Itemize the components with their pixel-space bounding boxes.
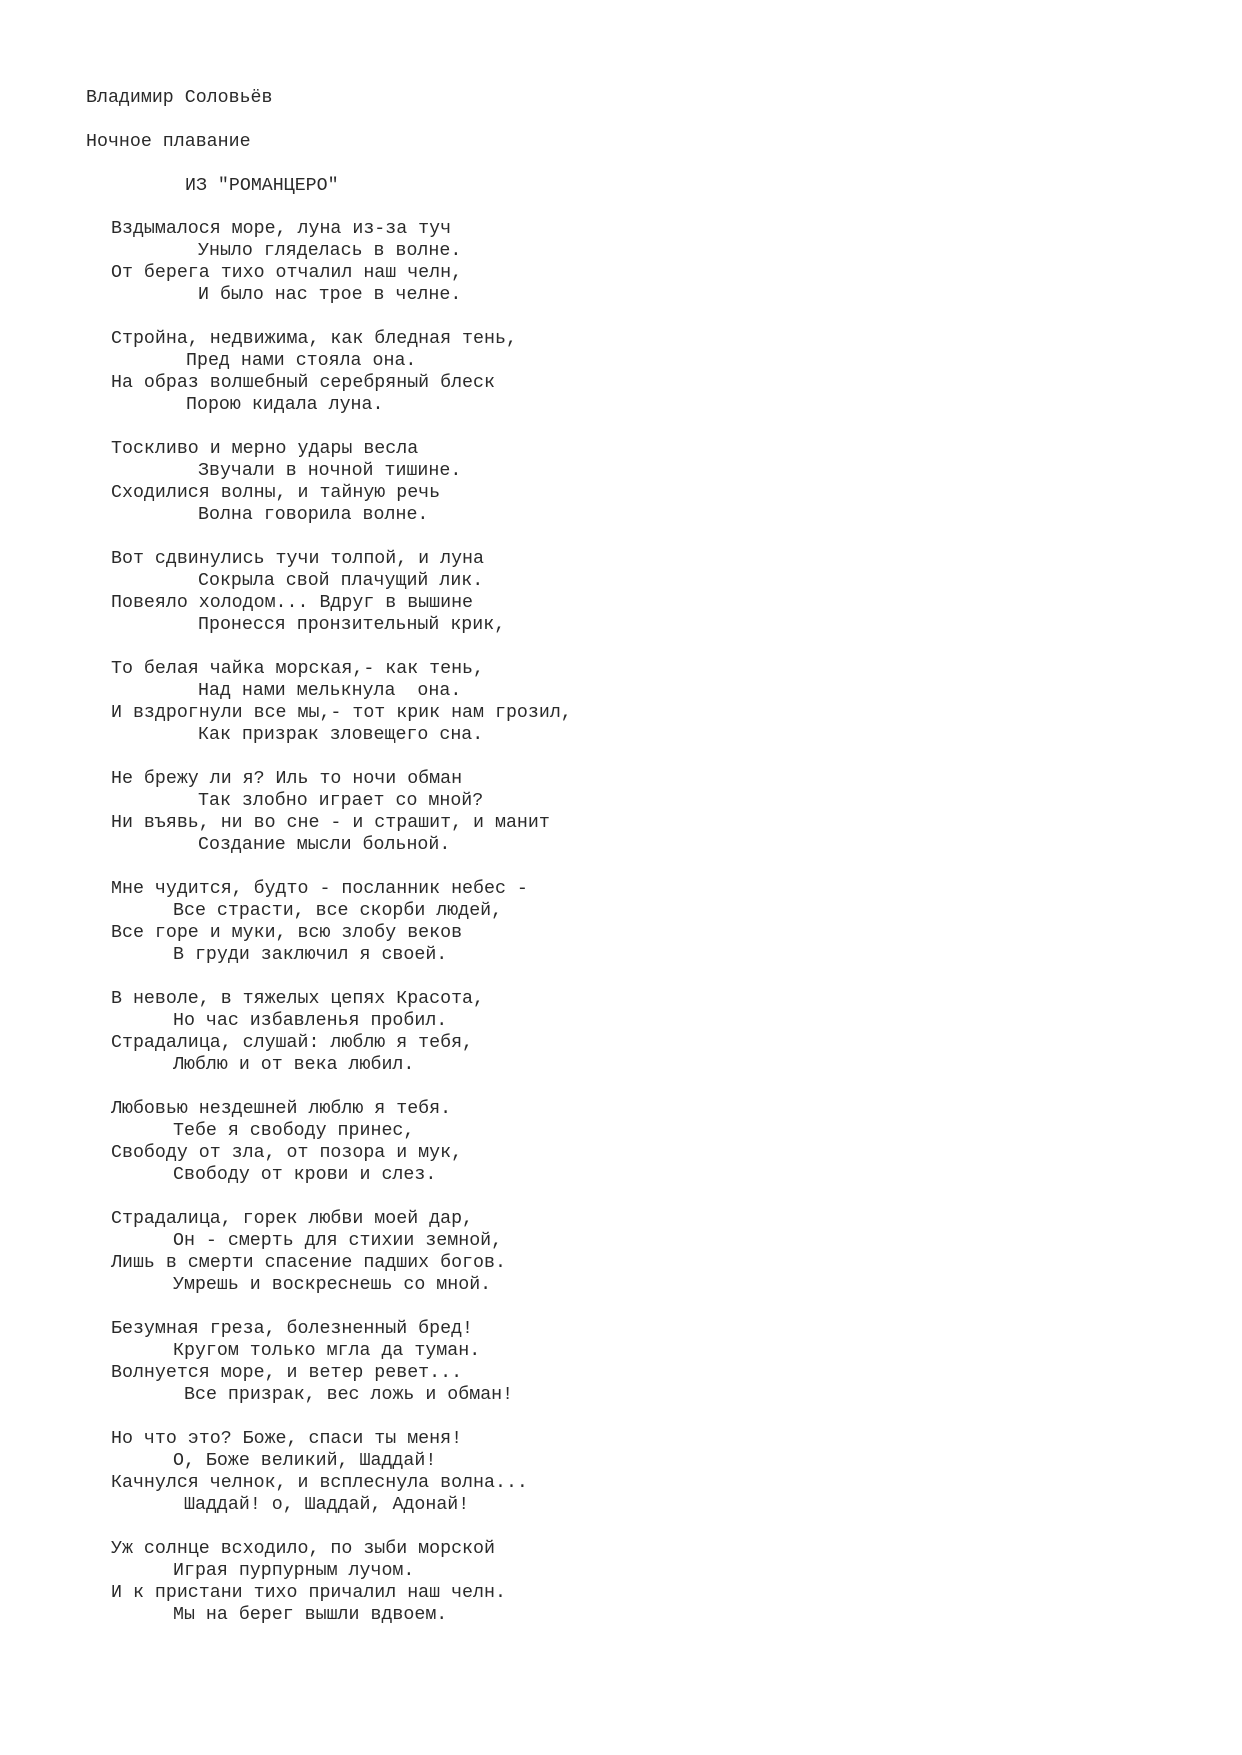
poem-line: На образ волшебный серебряный блеск (111, 373, 495, 393)
poem-line: Кругом только мгла да туман. (173, 1341, 481, 1361)
poem-line: Мы на берег вышли вдвоем. (173, 1605, 448, 1625)
poem-line: Лишь в смерти спасение падших богов. (111, 1253, 506, 1273)
stanza (0, 548, 1242, 636)
poem-subtitle: ИЗ "РОМАНЦЕРО" (185, 176, 339, 196)
poem-line: И вздрогнули все мы,- тот крик нам грозил, (111, 703, 572, 723)
stanza (0, 438, 1242, 526)
poem-line: Тебе я свободу принес, (173, 1121, 415, 1141)
poem-line: Сокрыла свой плачущий лик. (198, 571, 484, 591)
poem-line: Но что это? Боже, спаси ты меня! (111, 1429, 463, 1449)
author-name: Владимир Соловьёв (86, 88, 273, 108)
poem-line: Уныло гляделась в волне. (198, 241, 462, 261)
poem-line: Безумная греза, болезненный бред! (111, 1319, 474, 1339)
stanza (0, 768, 1242, 856)
poem-line: Страдалица, слушай: люблю я тебя, (111, 1033, 474, 1053)
poem-line: Над нами мелькнула она. (198, 681, 462, 701)
poem-line: Уж солнце всходило, по зыби морской (111, 1539, 495, 1559)
poem-line: Любовью нездешней люблю я тебя. (111, 1099, 452, 1119)
poem-line: Свободу от крови и слез. (173, 1165, 437, 1185)
poem-line: Пронесся пронзительный крик, (198, 615, 506, 635)
stanza (0, 878, 1242, 966)
stanza (0, 328, 1242, 416)
poem-line: Страдалица, горек любви моей дар, (111, 1209, 474, 1229)
poem-line: Ни въявь, ни во сне - и страшит, и манит (111, 813, 550, 833)
poem-line: Шаддай! о, Шаддай, Адонай! (184, 1495, 470, 1515)
poem-line: И было нас трое в челне. (198, 285, 462, 305)
poem-line: Люблю и от века любил. (173, 1055, 415, 1075)
poem-line: Качнулся челнок, и всплеснула волна... (111, 1473, 528, 1493)
poem-title: Ночное плавание (86, 132, 251, 152)
poem-line: Создание мысли больной. (198, 835, 451, 855)
poem-line: Звучали в ночной тишине. (198, 461, 462, 481)
poem-line: Как призрак зловещего сна. (198, 725, 484, 745)
poem-line: Волнуется море, и ветер ревет... (111, 1363, 463, 1383)
poem-line: От берега тихо отчалил наш челн, (111, 263, 463, 283)
poem-line: То белая чайка морская,- как тень, (111, 659, 484, 679)
stanza (0, 1208, 1242, 1296)
stanza (0, 1538, 1242, 1626)
poem-line: Вот сдвинулись тучи толпой, и луна (111, 549, 484, 569)
poem-line: Все горе и муки, всю злобу веков (111, 923, 463, 943)
poem-line: Играя пурпурным лучом. (173, 1561, 415, 1581)
poem-body (0, 218, 1242, 1648)
poem-line: В неволе, в тяжелых цепях Красота, (111, 989, 484, 1009)
poem-line: Вздымалося море, луна из-за туч (111, 219, 452, 239)
poem-line: Все страсти, все скорби людей, (173, 901, 503, 921)
poem-line: Он - смерть для стихии земной, (173, 1231, 503, 1251)
poem-line: Волна говорила волне. (198, 505, 429, 525)
poem-line: Свободу от зла, от позора и мук, (111, 1143, 463, 1163)
poem-line: Мне чудится, будто - посланник небес - (111, 879, 528, 899)
poem-line: О, Боже великий, Шаддай! (173, 1451, 437, 1471)
poem-line: Пред нами стояла она. (186, 351, 417, 371)
poem-line: Так злобно играет со мной? (198, 791, 484, 811)
stanza (0, 218, 1242, 306)
poem-line: Все призрак, вес ложь и обман! (184, 1385, 514, 1405)
poem-line: Сходилися волны, и тайную речь (111, 483, 441, 503)
poem-line: Порою кидала луна. (186, 395, 384, 415)
poem-line: И к пристани тихо причалил наш челн. (111, 1583, 506, 1603)
poem-line: Умрешь и воскреснешь со мной. (173, 1275, 492, 1295)
stanza (0, 658, 1242, 746)
stanza (0, 1318, 1242, 1406)
stanza (0, 988, 1242, 1076)
poem-line: Тоскливо и мерно удары весла (111, 439, 419, 459)
poem-line: Но час избавленья пробил. (173, 1011, 448, 1031)
poem-line: В груди заключил я своей. (173, 945, 448, 965)
poem-line: Стройна, недвижима, как бледная тень, (111, 329, 517, 349)
stanza (0, 1098, 1242, 1186)
poem-line: Повеяло холодом... Вдруг в вышине (111, 593, 474, 613)
poem-line: Не брежу ли я? Иль то ночи обман (111, 769, 463, 789)
stanza (0, 1428, 1242, 1516)
